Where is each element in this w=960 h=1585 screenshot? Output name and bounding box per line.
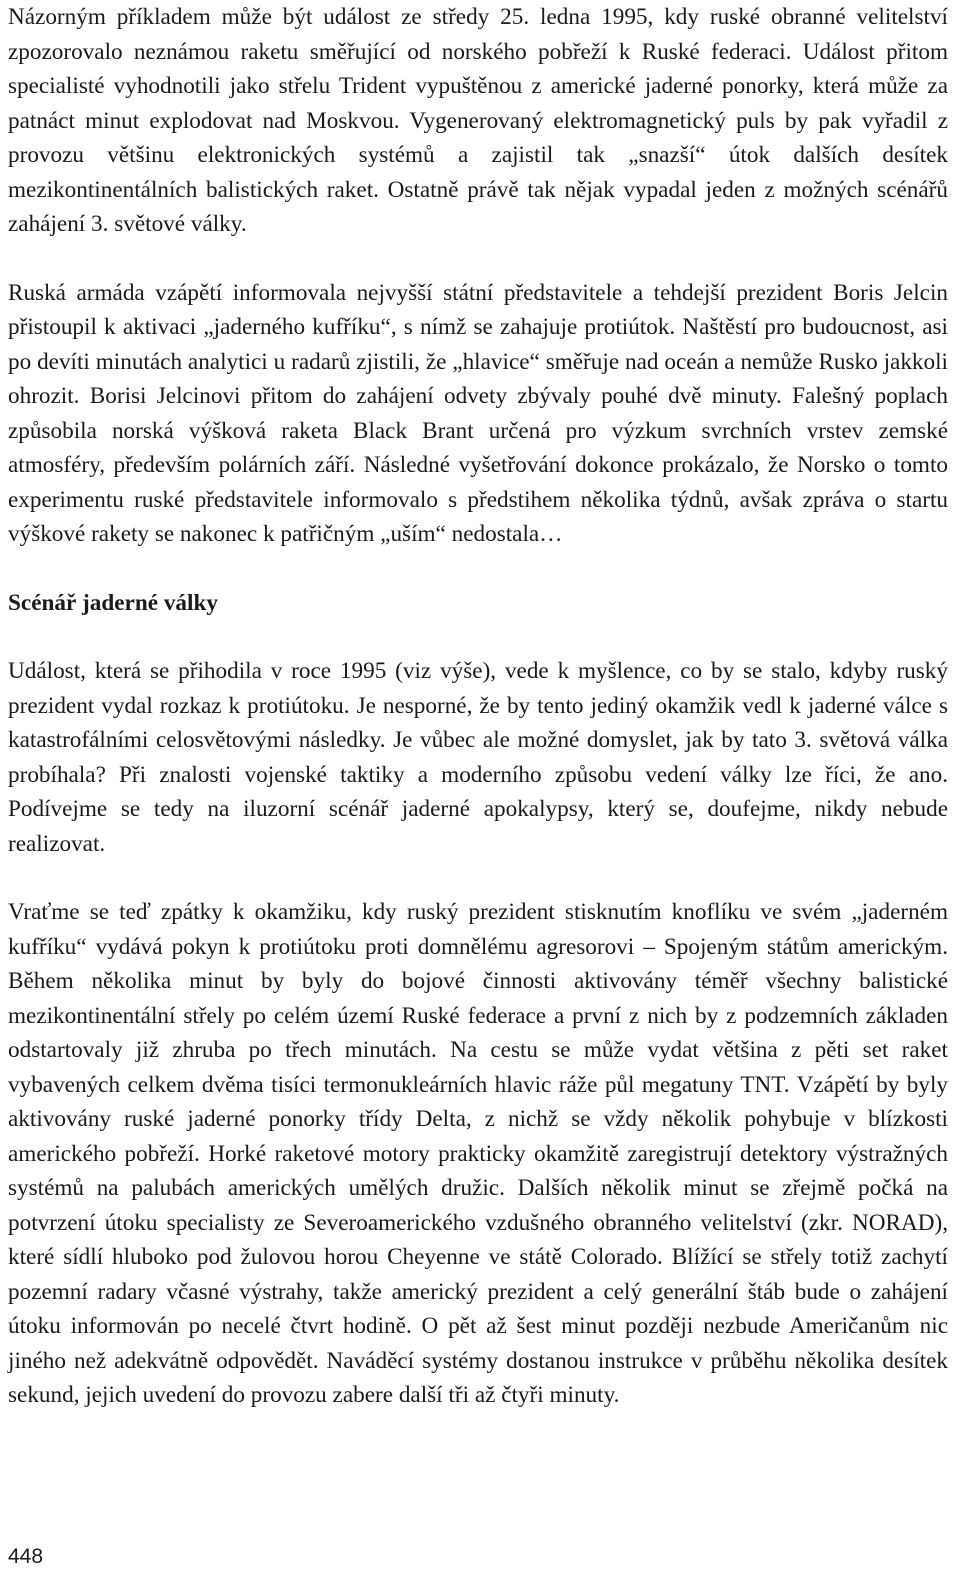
page-number: 448	[8, 1545, 44, 1568]
paragraph-3: Událost, která se přihodila v roce 1995 (viz výše), vede k myšlence, co by se stalo, kdyby ruský prezident vydal rozkaz k protiútoku. Je nesporné, že by tento jediný okamžik vedl k jaderné válce s katastrofálními celosvětovými následky. Je vůbec ale možné domyslet, jak by tato 3. světová válka probíhala? Při znalosti vojenské taktiky a moderního způsobu vedení války lze říci, že ano. Podívejme se tedy na iluzorní scénář jaderné apokalypsy, který se, doufejme, nikdy nebude realizovat.	[8, 658, 948, 857]
paragraph-1: Názorným příkladem může být událost ze středy 25. ledna 1995, kdy ruské obranné velitelství zpozorovalo neznámou raketu směřující od norského pobřeží k Ruské federaci. Událost přitom specialisté vyhodnotili jako střelu Trident vypuštěnou z americké jaderné ponorky, která může za patnáct minut explodovat nad Moskvou. Vygenerovaný elektromagnetický puls by pak vyřadil z provozu většinu elektronických systémů a zajistil tak „snazší“ útok dalších desítek mezikontinentálních balistických raket. Ostatně právě tak nějak vypadal jeden z možných scénářů zahájení 3. světové války.	[8, 4, 948, 237]
paragraph-2: Ruská armáda vzápětí informovala nejvyšší státní představitele a tehdejší prezident Boris Jelcin přistoupil k aktivaci „jaderného kufříku“, s nímž se zahajuje protiútok. Naštěstí pro budoucnost, asi po devíti minutách analytici u radarů zjistili, že „hlavice“ směřuje nad oceán a nemůže Rusko jakkoli ohrozit. Borisi Jelcinovi přitom do zahájení odvety zbývaly pouhé dvě minuty. Falešný poplach způsobila norská výšková raketa Black Brant určená pro výzkum svrchních vrstev zemské atmosféry, především polárních září. Následné vyšetřování dokonce prokázalo, že Norsko o tomto experimentu ruské představitele informovalo s předstihem několika týdnů, avšak zpráva o startu výškové rakety se nakonec k patřičným „uším“ nedostala…	[8, 279, 948, 547]
paragraph-4: Vraťme se teď zpátky k okamžiku, kdy ruský prezident stisknutím knoflíku ve svém „jaderném kufříku“ vydává pokyn k protiútoku proti domnělému agresorovi – Spojeným státům americkým. Během několika minut by byly do bojové činnosti aktivovány téměř všechny balistické mezikontinentální střely po celém území Ruské federace a první z nich by z podzemních základen odstartovaly již zhruba po třech minutách. Na cestu se může vydat většina z pěti set raket vybavených celkem dvěma tisíci termonukleárních hlavic ráže půl megatuny TNT. Vzápětí by byly aktivovány ruské jaderné ponorky třídy Delta, z nichž se vždy několik pohybuje v blízkosti amerického pobřeží. Horké raketové motory prakticky okamžitě zaregistrují detektory výstražných systémů na palubách amerických umělých družic. Dalších několik minut se zřejmě počká na potvrzení útoku specialisty ze Severoamerického vzdušného obranného velitelství (zkr. NORAD), které sídlí hluboko pod žulovou horou Cheyenne ve státě Colorado. Blížící se střely totiž zachytí pozemní radary včasné výstrahy, takže americký prezident a celý generální štáb bude o zahájení útoku informován po necelé čtvrt hodině. O pět až šest minut později nezbude Američanům nic jiného než adekvátně odpovědět. Naváděcí systémy dostanou instrukce v průběhu několika desítek sekund, jejich uvedení do provozu zabere další tři až čtyři minuty.	[8, 899, 948, 1408]
document-page	[8, 0, 948, 1413]
section-heading: Scénář jaderné války	[8, 589, 218, 616]
